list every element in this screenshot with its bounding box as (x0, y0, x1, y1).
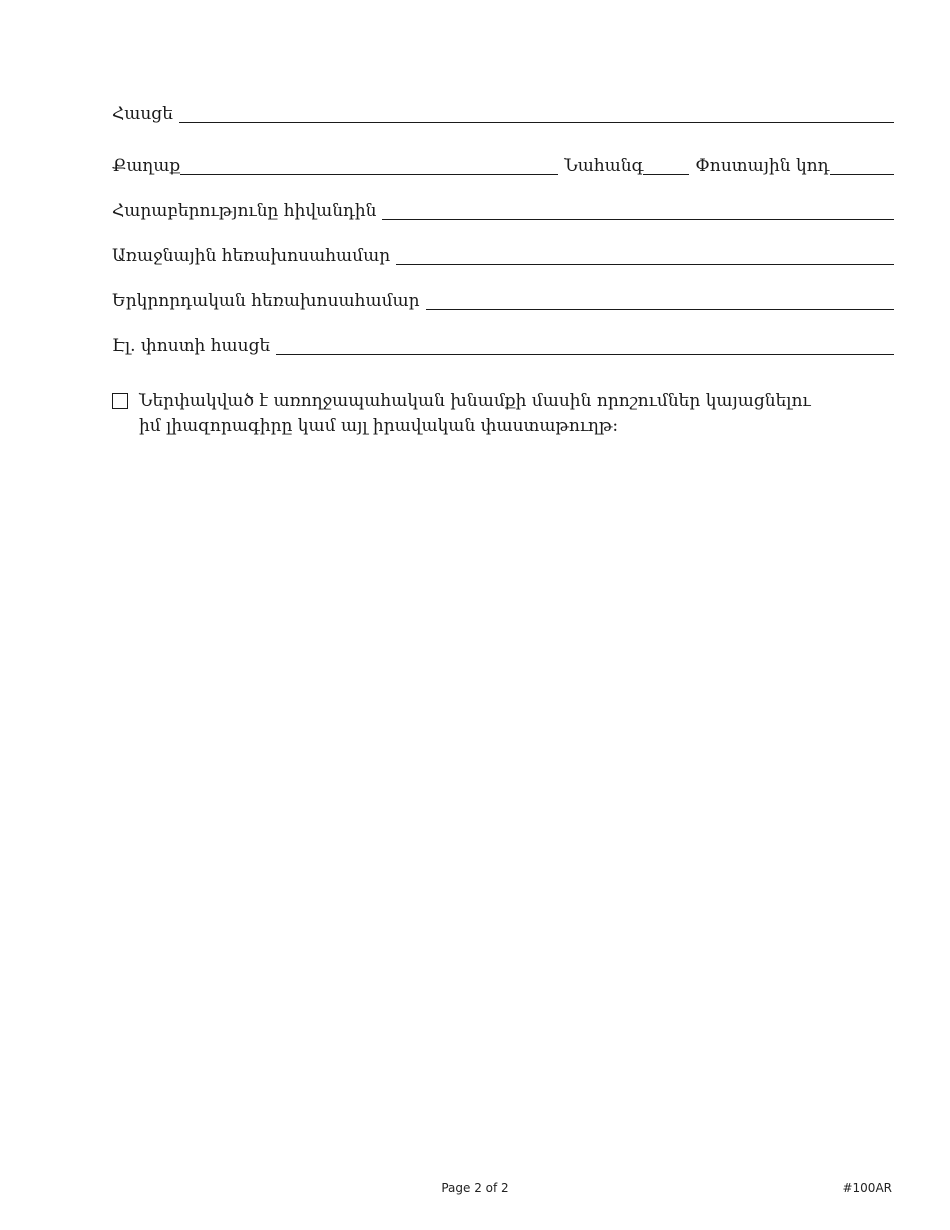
address-label: Հասցե (112, 104, 173, 124)
zip-field[interactable] (830, 173, 895, 175)
state-label: Նահանգ (564, 156, 644, 176)
secondary-phone-row (112, 291, 894, 311)
form-code: #100AR (842, 1181, 892, 1195)
address-field[interactable] (179, 121, 894, 123)
relationship-field[interactable] (382, 218, 894, 220)
primary-phone-field[interactable] (396, 263, 894, 265)
power-of-attorney-checkbox[interactable] (112, 393, 128, 409)
page-number: Page 2 of 2 (441, 1181, 509, 1195)
city-state-zip-row (112, 156, 894, 176)
primary-phone-row (112, 246, 894, 266)
relationship-label: Հարաբերությունը հիվանդին (112, 201, 377, 221)
city-field[interactable] (180, 173, 558, 175)
state-field[interactable] (643, 173, 689, 175)
city-label: Քաղաք (112, 156, 181, 176)
email-field[interactable] (276, 353, 894, 355)
zip-label: Փոստային կոդ (695, 156, 830, 176)
email-row (112, 336, 894, 356)
email-label: Էլ. փոստի հասցե (112, 336, 271, 356)
address-row (112, 104, 894, 124)
relationship-row (112, 201, 894, 221)
power-of-attorney-text: Ներփակված է առողջապահական խնամքի մասին որոշումներ կայացնելու իմ լիազորագիրը կամ այլ իրավական փաստաթուղթ: (139, 391, 811, 436)
primary-phone-label: Առաջնային հեռախոսահամար (112, 246, 391, 266)
power-of-attorney-row (112, 392, 894, 439)
secondary-phone-label: Երկրորդական հեռախոսահամար (112, 291, 420, 311)
secondary-phone-field[interactable] (426, 308, 894, 310)
